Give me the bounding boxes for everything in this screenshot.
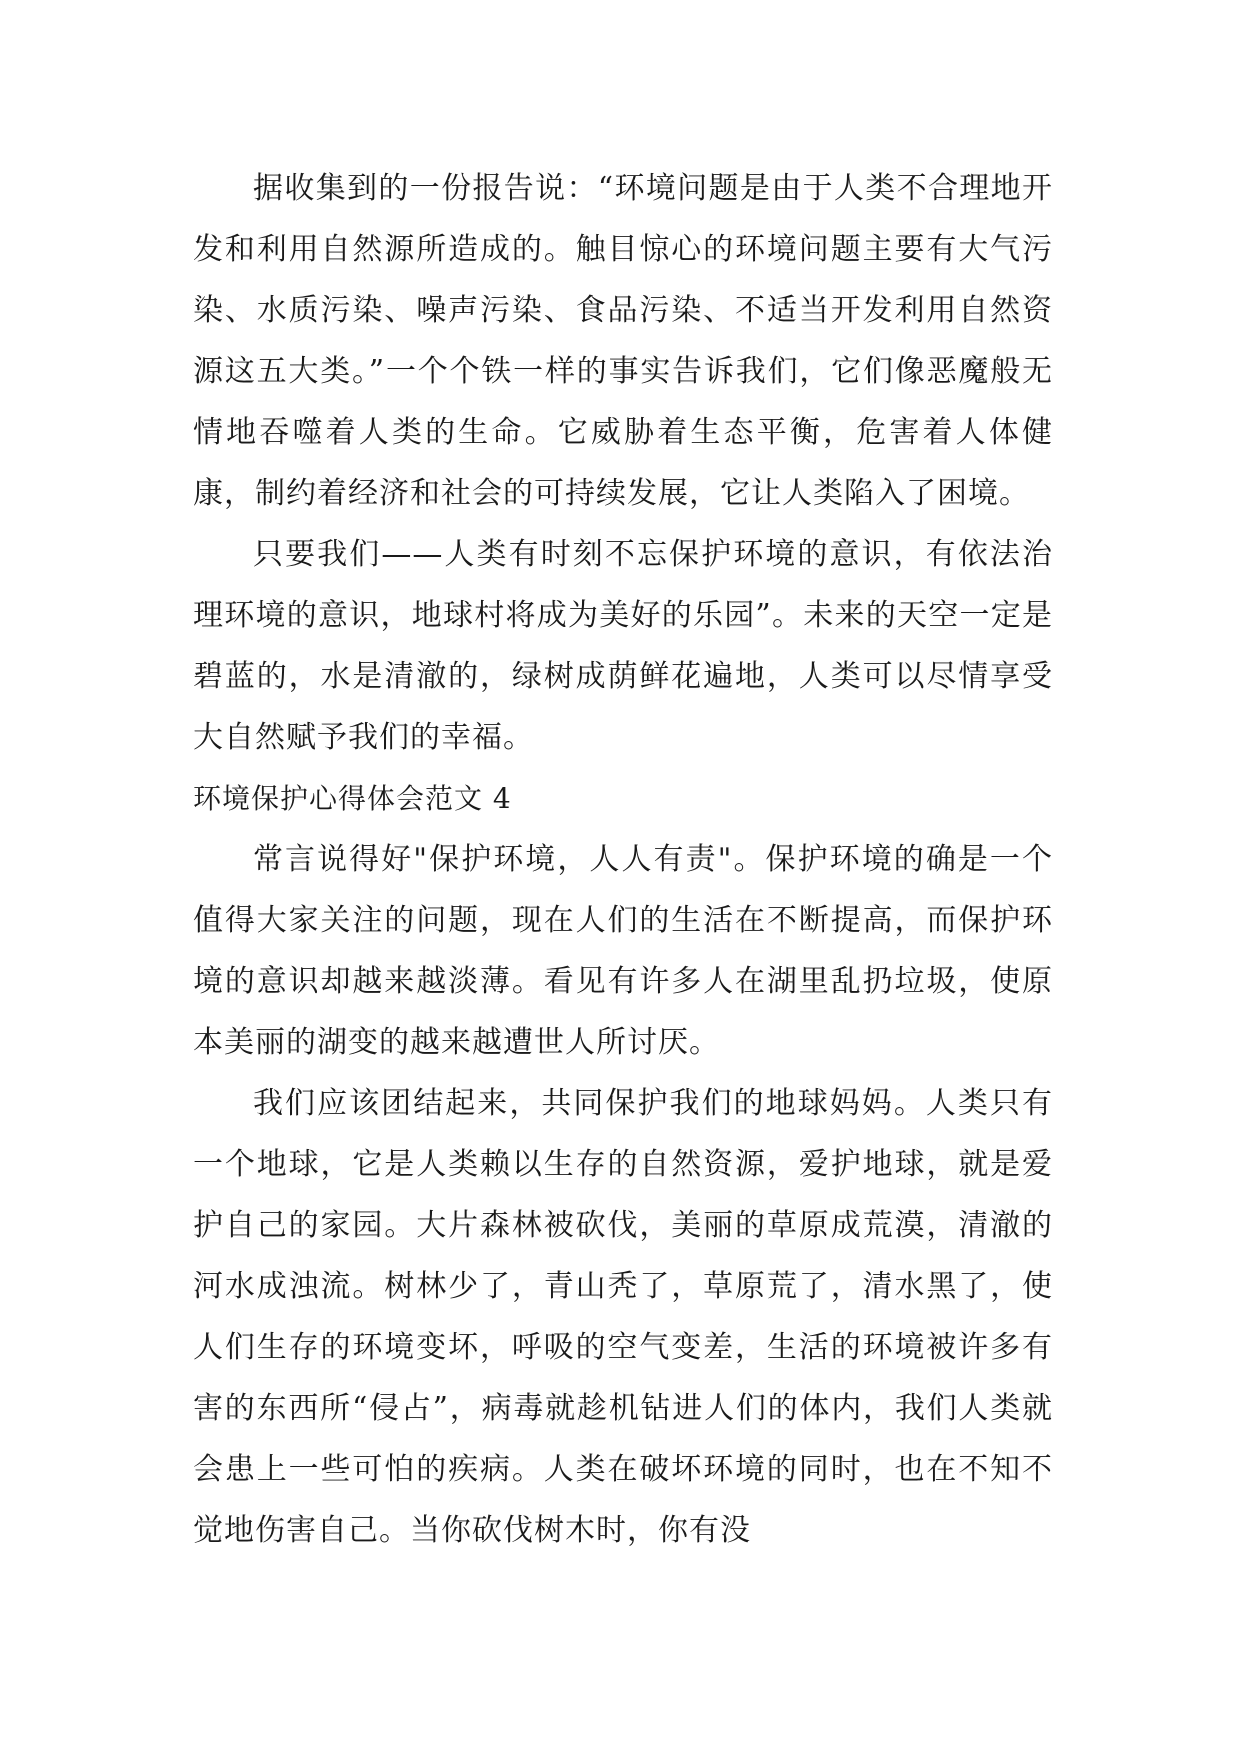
section-heading: 环境保护心得体会范文 4 — [193, 782, 512, 815]
paragraph-unite: 我们应该团结起来，共同保护我们的地球妈妈。人类只有一个地球，它是人类赖以生存的自然资源，爱护地球，就是爱护自己的家园。大片森林被砍伐，美丽的草原成荒漠，清澈的河水成浊流。树林少了，青山秃了，草原荒了，清水黑了，使人们生存的环境变坏，呼吸的空气变差，生活的环境被许多有害的东西所“侵占”，病毒就趁机钻进人们的体内，我们人类就会患上一些可怕的疾病。人类在破坏环境的同时，也在不知不觉地伤害自己。当你砍伐树木时，你有没 — [193, 1086, 1053, 1548]
document-page — [193, 158, 1053, 1561]
paragraph-report: 据收集到的一份报告说：“环境问题是由于人类不合理地开发和利用自然源所造成的。触目惊心的环境问题主要有大气污染、水质污染、噪声污染、食品污染、不适当开发利用自然资源这五大类。”一个个铁一样的事实告诉我们，它们像恶魔般无情地吞噬着人类的生命。它威胁着生态平衡，危害着人体健康，制约着经济和社会的可持续发展，它让人类陷入了困境。 — [193, 171, 1053, 511]
paragraph-awareness: 只要我们——人类有时刻不忘保护环境的意识，有依法治理环境的意识，地球村将成为美好的乐园”。未来的天空一定是碧蓝的，水是清澈的，绿树成荫鲜花遍地，人类可以尽情享受大自然赋予我们的幸福。 — [193, 537, 1053, 755]
paragraph-saying: 常言说得好"保护环境，人人有责"。保护环境的确是一个值得大家关注的问题，现在人们的生活在不断提高，而保护环境的意识却越来越淡薄。看见有许多人在湖里乱扔垃圾，使原本美丽的湖变的越来越遭世人所讨厌。 — [193, 842, 1053, 1060]
